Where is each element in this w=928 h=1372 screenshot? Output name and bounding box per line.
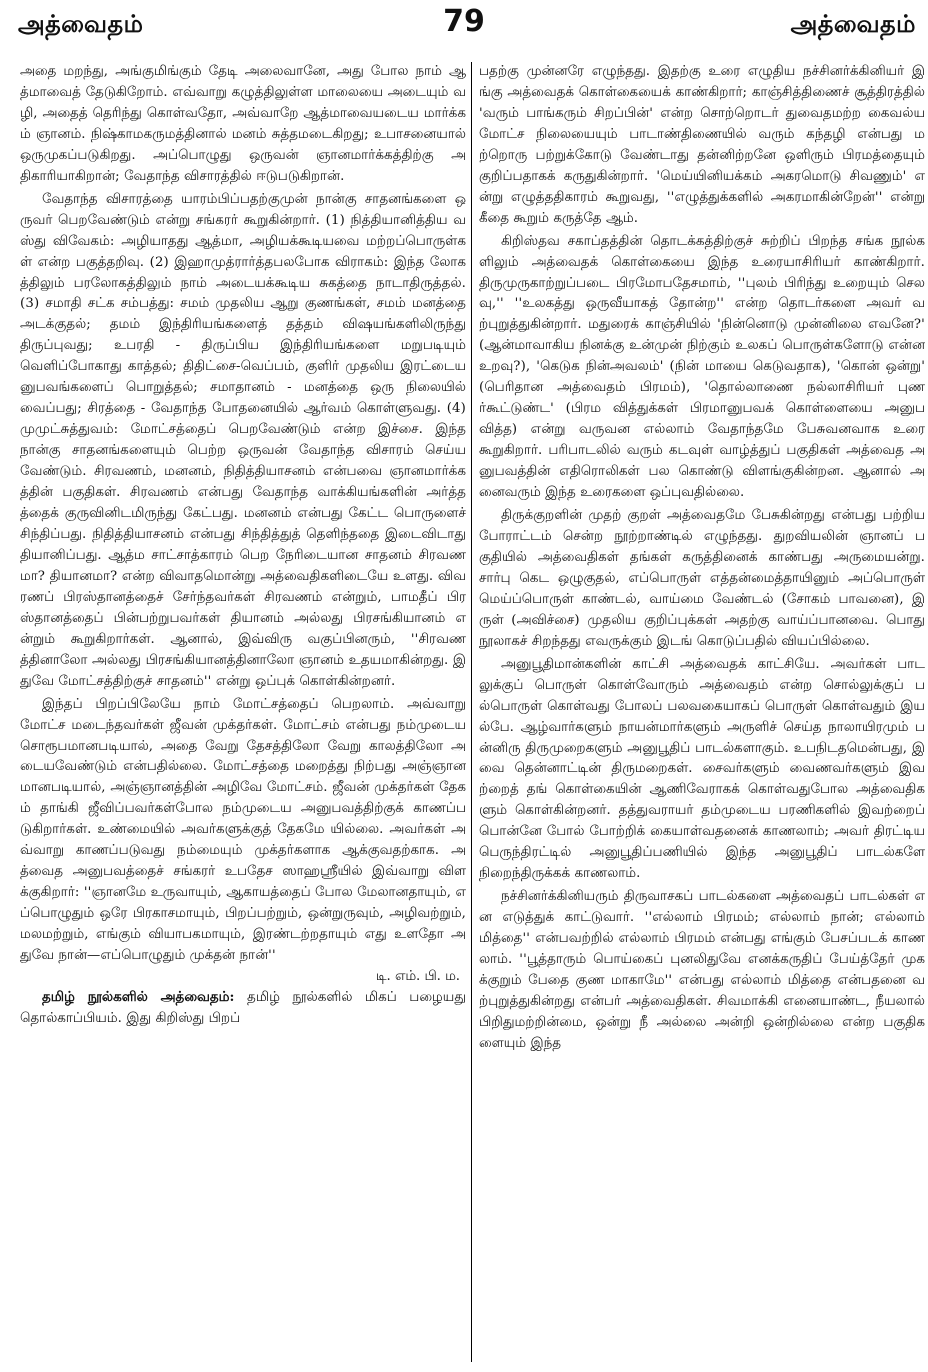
left-paragraph-4 <box>20 988 466 1030</box>
right-paragraph-4: அனுபூதிமான்களின் காட்சி அத்வைதக் காட்சியே. அவர்கள் பாடலுக்குப் பொருள் கொள்வோரும் அத்வைதம் என்ற சொல்லுக்குப் பல்பொருள் கொள்வது போலப் பலவகையாகப் பொருள் கொள்வதும் இயல்பே. ஆழ்வார்களும் நாயன்மார்களும் அருளிச் செய்த நாலாயிரமும் பன்னிரு திருமுறைகளும் அனுபூதிப் பாடல்களாகும். உபநிடதமென்பது, இவை தென்னாட்டின் திருமறைகள். சைவர்களும் வைணவர்களும் இவற்றைத் தங் கொள்கையின் ஆணிவேராகக் கொள்வதுபோல அத்வைதிகளும் கொள்கின்றனர். தத்துவராயர் தம்முடைய பரணிகளில் இவற்றைப் பொன்னே போல் போற்றிக் கையாள்வதனைக் காணலாம்; அவர் திரட்டிய பெருந்திரட்டில் அனுபூதிப்பணியில் இந்த அனுபூதிப் பாடல்களே நிறைந்திருக்கக் காணலாம். <box>479 656 925 882</box>
author-signature: டி. எம். பி. ம. <box>375 968 460 984</box>
section-subheading: தமிழ் நூல்களில் அத்வைதம்: <box>42 989 235 1005</box>
right-paragraph-1: பதற்கு முன்னரே எழுந்தது. இதற்கு உரை எழுதிய நச்சினர்க்கினியர் இங்கு அத்வைதக் கொள்கையைக் காண்கிறார்; காஞ்சித்திணைச் சூத்திரத்தில் 'வரும் பாங்கரும் சிறப்பின்' என்ற சொற்றொடர் துவைதமற்ற கைவல்ய மோட்ச நிலையையும் பாடாண்திணையில் வரும் கந்தழி என்பது மற்றொரு பற்றுக்கோடு வேண்டாது தன்னிற்றனே ஒளிரும் பிரமத்தையும் குறிப்பதாகக் கருதுகின்றார். 'மெய்யினியக்கம் அகரமொடு சிவணும்' என்று எழுத்ததிகாரம் கூறுவது, ''எழுத்துக்களில் அகரமாகின்றேன்'' என்று கீதை கூறும் கருத்தே ஆம். <box>479 64 925 226</box>
right-column <box>479 62 925 1368</box>
page-header <box>0 0 928 52</box>
right-paragraph-3: திருக்குறளின் முதற் குறள் அத்வைதமே பேசுகின்றது என்பது பற்றிய போராட்டம் சென்ற நூற்றாண்டில் எழுந்தது. துறவியலின் ஞானப் பகுதியில் அத்வைதிகள் தங்கள் கருத்தினைக் காண்பது அருமையன்று. சார்பு கெட ஒழுகுதல், எப்பொருள் எத்தன்மைத்தாயினும் அப்பொருள் மெய்ப்பொருள் காண்டல், வாய்மை வேண்டல் (சோகம் பாவனை), இருள் (அவிச்சை) முதலிய குறிப்புக்கள் அதற்கு வாய்ப்பானவை. பொது நூலாகச் சிறந்தது எவருக்கும் இடங் கொடுப்பதில் வியப்பில்லை. <box>479 508 925 649</box>
page-number: 79 <box>443 4 485 39</box>
right-paragraph-5: நச்சினர்க்கினியரும் திருவாசகப் பாடல்களை அத்வைதப் பாடல்கள் என எடுத்துக் காட்டுவார். ''எல்லாம் பிரமம்; எல்லாம் நான்; எல்லாம் மித்தை'' என்பவற்றில் எல்லாம் பிரமம் என்பது எங்கும் பேசப்படக் காணலாம். ''பூத்தாரும் பொய்கைப் புனலிதுவே எனக்கருதிப் பேய்த்தேர் முகக்குறும் பேதை குண மாகாமே'' என்பது எல்லாம் மித்தை என்பதனை வற்புறுத்துகின்றது என்பர் அத்வைதிகள். சிவமாக்கி எனையாண்ட, நீயலால் பிறிதுமற்றின்மை, ஒன்று நீ அல்லை அன்றி ஒன்றில்லை என்ற பகுதிகளையும் இந்த <box>479 889 925 1051</box>
left-paragraph-2: வேதாந்த விசாரத்தை யாரம்பிப்பதற்குமுன் நான்கு சாதனங்களை ஒருவர் பெறவேண்டும் என்று சங்கரர் கூறுகின்றார். (1) நித்தியானித்திய வஸ்து விவேகம்: அழியாதது ஆத்மா, அழியக்கூடியவை மற்றப்பொருள்கள் என்ற பகுத்தறிவு. (2) இஹாமுத்ரார்த்தபலபோக விராகம்: இந்த லோகத்திலும் பரலோகத்திலும் நாம் அடையக்கூடிய சுகத்தை நாடாதிருத்தல். (3) சமாதி சட்க சம்பத்து: சமம் முதலிய ஆறு குணங்கள், சமம் மனத்தை அடக்குதல்; தமம் இந்திரியங்களைத் தத்தம் விஷயங்களிலிருந்து திருப்புவது; உபரதி - திருப்பிய இந்திரியங்களை மறுபடியும் வெளிப்போகாது காத்தல்; திதிட்சை-வெப்பம், குளிர் முதலிய இரட்டையனுபவங்களைப் பொறுத்தல்; சமாதானம் - மனத்தை ஒரு நிலையில் வைப்பது; சிரத்தை - வேதாந்த போதனையில் ஆர்வம் கொள்ளுவது. (4) முமுட்சுத்துவம்: மோட்சத்தைப் பெறவேண்டும் என்ற இச்சை. இந்த நான்கு சாதனங்களையும் பெற்ற ஒருவன் வேதாந்த விசாரம் செய்ய வேண்டும். சிரவணம், மனனம், நிதித்தியாசனம் என்பவை ஞானமார்க்கத்தின் பகுதிகள். சிரவணம் என்பது வேதாந்த வாக்கியங்களின் அர்த்தத்தைக் குருவினிடமிருந்து கேட்பது. மனனம் என்பது கேட்ட பொருளைச் சிந்திப்பது. நிதித்தியாசனம் என்பது சிந்தித்துத் தெளிந்ததை இடைவிடாது தியானிப்பது. ஆத்ம சாட்சாத்காரம் பெற நேரிடையான சாதனம் சிரவணமா? தியானமா? என்ற விவாதமொன்று அத்வைதிகளிடையே உளது. விவரணப் பிரஸ்தானத்தைச் சேர்ந்தவர்கள் சிரவணம் என்றும், பாமதீப் பிரஸ்தானத்தைப் பின்பற்றுபவர்கள் தியானம் அல்லது பிரசங்கியானம் என்றும் கூறுகிறார்கள். ஆனால், இவ்விரு வகுப்பினரும், ''சிரவணத்தினாலோ அல்லது பிரசங்கியானத்தினாலோ ஞானம் உதயமாகின்றது. இதுவே மோட்சத்திற்குச் சாதனம்'' என்று ஒப்புக் கொள்கின்றனர். <box>20 191 466 689</box>
left-column <box>20 62 466 1368</box>
running-title-right: அத்வைதம் <box>790 10 916 38</box>
right-paragraph-2: கிறிஸ்தவ சகாப்தத்தின் தொடக்கத்திற்குச் சுற்றிப் பிறந்த சங்க நூல்களிலும் அத்வைதக் கொள்கையை இந்த உரையாசிரியர் காண்கிறார். திருமுருகாற்றுப்படை பிரமோபதேசமாம், ''புலம் பிரிந்து உறையும் செலவு,'' ''உலகத்து ஒருவீயாகத் தோன்ற'' என்ற தொடர்களை அவர் வற்புறுத்துகின்றார். மதுரைக் காஞ்சியில் 'நின்னொடு முன்னிலை எவனே?' (ஆன்மாவாகிய நினக்கு உன்முன் நிற்கும் உலகப் பொருள்களோடு என்ன உறவு?), 'கெடுக நின்அவலம்' (நின் மாயை கெடுவதாக), 'கொன் ஒன்று' (பெரிதான அத்வைதம் பிரமம்), 'தொல்லாணை நல்லாசிரியர் புணர்கூட்டுண்ட' (பிரம வித்துக்கள் பிரமானுபவக் கொள்ளையை அனுபவித்த) என்று வருவன எல்லாம் வேதாந்தமே பேசுவனவாக உரை கூறுகிறார். பரிபாடலில் வரும் கடவுள் வாழ்த்துப் பகுதிகள் அத்வைத அனுபவத்தின் எதிரொலிகள் பல கொண்டு விளங்குகின்றன. ஆனால் அனைவரும் இந்த உரைகளை ஒப்புவதில்லை. <box>479 233 925 501</box>
left-paragraph-1: அதை மறந்து, அங்குமிங்கும் தேடி அலைவானே, அது போல நாம் ஆத்மாவைத் தேடுகிறோம். எவ்வாறு கழுத்திலுள்ள மாலையை அடையும் வழி, அதைத் தெரிந்து கொள்வதோ, அவ்வாறே ஆத்மாவையடைய மார்க்கம் ஞானம். நிஷ்காமகருமத்தினால் மனம் சுத்தமடைகிறது; உபாசனையால் ஒருமுகப்படுகிறது. அப்பொழுது ஒருவன் ஞானமார்க்கத்திற்கு அதிகாரியாகிறான்; வேதாந்த விசாரத்தில் ஈடுபடுகிறான். <box>20 64 466 184</box>
column-divider <box>471 62 472 1362</box>
left-paragraph-3: இந்தப் பிறப்பிலேயே நாம் மோட்சத்தைப் பெறலாம். அவ்வாறு மோட்ச மடைந்தவர்கள் ஜீவன் முக்தர்கள். மோட்சம் என்பது நம்முடைய சொரூபமானபடியால், அதை வேறு தேசத்திலோ வேறு காலத்திலோ அடையவேண்டும் என்பதில்லை. மோட்சத்தை மறைத்து நிற்பது அஞ்ஞான மானபடியால், அஞ்ஞானத்தின் அழிவே மோட்சம். ஜீவன் முக்தர்கள் தேகம் தாங்கி ஜீவிப்பவர்கள்போல நம்முடைய அனுபவத்திற்குக் காணப்படுகிறார்கள். உண்மையில் அவர்களுக்குத் தேகமே யில்லை. அவர்கள் அவ்வாறு காணப்படுவது நம்மையும் முக்தர்களாக ஆக்குவதற்காக. அத்வைத அனுபவத்தைச் சங்கரர் உபதேச ஸாஹஸ்ரீயில் இவ்வாறு விளக்குகிறார்: ''ஞானமே உருவாயும், ஆகாயத்தைப் போல மேலானதாயும், எப்பொழுதும் ஒரே பிரகாசமாயும், பிறப்பற்றும், ஒன்றுருவும், அழிவற்றும், மலமற்றும், எங்கும் வியாபகமாயும், இரண்டற்றதாயும் எது உளதோ அதுவே நான்—எப்பொழுதும் முக்தன் நான்'' <box>20 696 466 964</box>
running-title-left: அத்வைதம் <box>18 10 144 38</box>
section-intro-text: தமிழ் நூல்களில் மிகப் பழையது தொல்காப்பியம். இது கிறிஸ்து பிறப் <box>20 989 466 1026</box>
